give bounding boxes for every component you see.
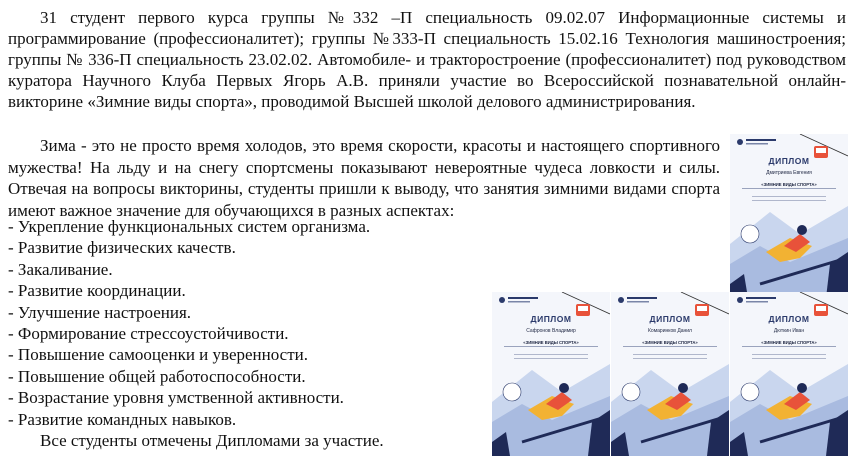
list-item: - Развитие командных навыков.: [8, 409, 478, 430]
diploma-event: «ЗИМНИЕ ВИДЫ СПОРТА»: [523, 340, 579, 345]
diploma-recipient: Дмитриева Евгения: [766, 170, 812, 176]
diploma-title: ДИПЛОМ: [768, 314, 810, 324]
diploma-image: [730, 292, 848, 456]
diploma-recipient: Комаринков Данил: [648, 328, 692, 334]
diploma-recipient: Сафронов Владимир: [526, 328, 576, 334]
list-item: - Развитие координации.: [8, 280, 478, 301]
list-item: - Развитие физических качеств.: [8, 237, 478, 258]
list-item: - Улучшение настроения.: [8, 302, 478, 323]
benefits-list: [8, 216, 478, 430]
diploma-image: [611, 292, 729, 456]
final-paragraph: Все студенты отмечены Дипломами за участие.: [40, 431, 384, 450]
diploma-event: «ЗИМНИЕ ВИДЫ СПОРТА»: [642, 340, 698, 345]
list-item: - Закаливание.: [8, 259, 478, 280]
diploma-title: ДИПЛОМ: [530, 314, 572, 324]
diploma-image: [492, 292, 610, 456]
list-item: - Укрепление функциональных систем организма.: [8, 216, 478, 237]
diploma-image: [730, 134, 848, 298]
diploma-event: «ЗИМНИЕ ВИДЫ СПОРТА»: [761, 340, 817, 345]
diploma-event: «ЗИМНИЕ ВИДЫ СПОРТА»: [761, 182, 817, 187]
list-item: - Формирование стрессоустойчивости.: [8, 323, 478, 344]
diploma-recipient: Дюткин Иван: [773, 328, 805, 334]
diploma-title: ДИПЛОМ: [649, 314, 691, 324]
list-item: - Повышение общей работоспособности.: [8, 366, 478, 387]
list-item: - Возрастание уровня умственной активности.: [8, 387, 478, 408]
list-item: - Повышение самооценки и уверенности.: [8, 344, 478, 365]
winter-paragraph: Зима - это не просто время холодов, это время скорости, красоты и настоящего спортивного мужества! На льду и на снегу спортсмены показывают невероятные чудеса ловкости и силы. Отвечая на вопросы викторины, студенты пришли к выводу, что занятия зимними видами спорта имеют важное значение для обучающихся в разных аспектах:: [8, 136, 720, 220]
intro-paragraph: 31 студент первого курса группы №332 –П специальность 09.02.07 Информационные системы и программирование (профессионалитет); группы №333-П специальность 15.02.16 Технология машиностроения; группы № 336-П специальность 23.02.02. Автомобиле- и тракторостроение (профессионалитет) под руководством куратора Научного Клуба Первых Ягорь А.В. приняли участие во Всероссийской познавательной онлайн-викторине «Зимние виды спорта», проводимой Высшей школой делового администрирования.: [8, 8, 846, 111]
diploma-title: ДИПЛОМ: [768, 156, 810, 166]
